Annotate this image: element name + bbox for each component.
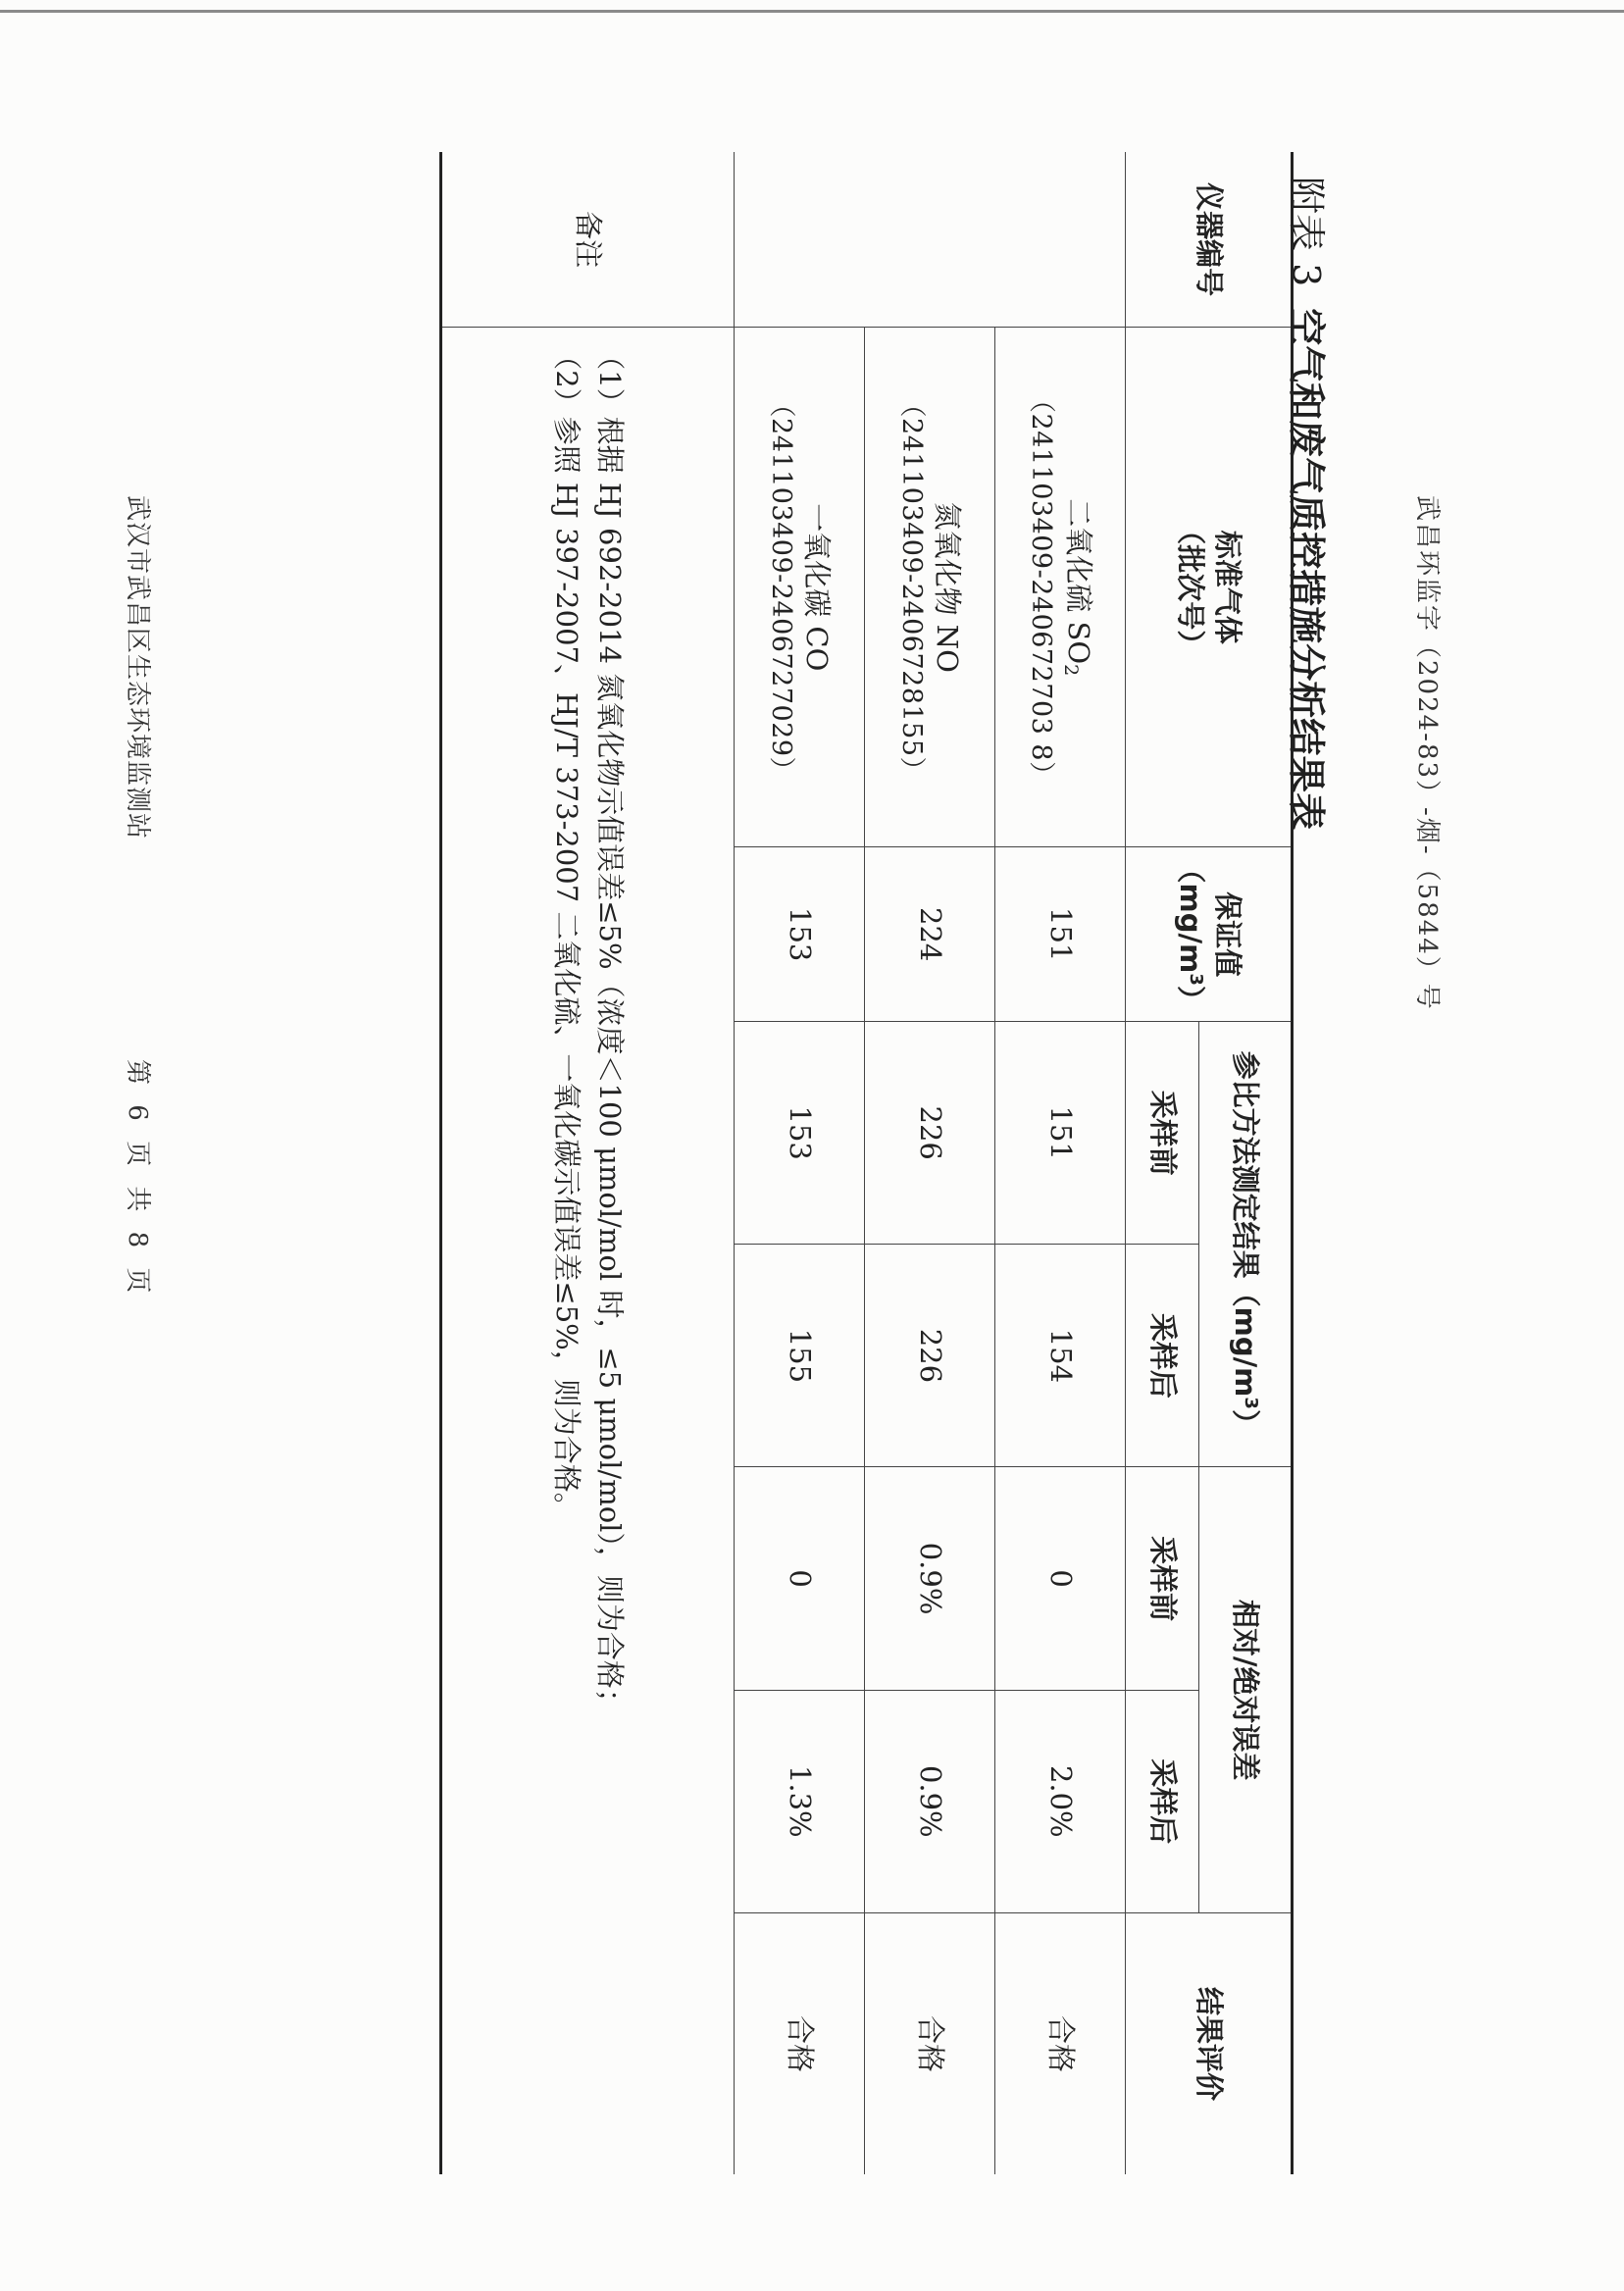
footer-organization: 武汉市武昌区生态环境监测站	[123, 495, 152, 840]
gas-name	[1058, 331, 1096, 842]
remarks-row	[441, 152, 735, 2174]
header-ref-after: 采样后	[1126, 1245, 1199, 1467]
guaranteed-cell: 151	[995, 847, 1126, 1022]
header-err-before: 采样前	[1126, 1467, 1199, 1690]
table-title-text: 空气和废气质控措施分析结果表	[1285, 308, 1328, 831]
evaluation-cell: 合格	[735, 1912, 865, 2174]
evaluation-cell: 合格	[995, 1912, 1126, 2174]
instrument-no-cell	[735, 152, 1126, 328]
qc-table-container	[442, 152, 1294, 2174]
evaluation-cell: 合格	[865, 1912, 995, 2174]
header-guaranteed-label: 保证值	[1210, 891, 1244, 978]
gas-name-text: 二氧化硫 SO	[1061, 498, 1095, 665]
gas-batch: （241103409-2406727029）	[765, 390, 796, 785]
remarks-label: 备注	[441, 152, 735, 328]
header-standard-gas	[1126, 328, 1293, 847]
err-before-cell: 0.9%	[865, 1467, 995, 1690]
ref-after-cell: 226	[865, 1245, 995, 1467]
gas-cell	[995, 328, 1126, 847]
header-standard-gas-label: 标准气体	[1210, 530, 1244, 644]
ref-before-cell: 226	[865, 1022, 995, 1245]
err-after-cell: 1.3%	[735, 1690, 865, 1912]
header-evaluation: 结果评价	[1126, 1912, 1293, 2174]
qc-results-table	[439, 152, 1294, 2174]
ref-after-cell: 155	[735, 1245, 865, 1467]
ref-before-cell: 153	[735, 1022, 865, 1245]
header-comparison-result: 参比方法测定结果$(mg/m^3)$	[1199, 1022, 1293, 1467]
header-batch-label: （批次号）	[1174, 516, 1207, 659]
footer-page-number: 第 6 页 共 8 页	[123, 1059, 152, 1299]
comparison-result-text: 参比方法测定结果（mg/m	[1229, 1050, 1263, 1398]
gas-name: 一氧化碳 CO	[800, 503, 835, 672]
ref-before-cell: 151	[995, 1022, 1126, 1245]
guaranteed-unit-text: （mg/m	[1174, 854, 1207, 974]
gas-subscript: 2	[1059, 664, 1082, 677]
gas-batch: （241103409-2406728155）	[895, 390, 927, 785]
gas-name: 氮氧化物 NO	[931, 501, 965, 673]
gas-cell	[865, 328, 995, 847]
gas-cell	[735, 328, 865, 847]
document-number: 武昌环监字（2024-83）-烟-（5844）号	[1412, 495, 1442, 1011]
header-err-after: 采样后	[1126, 1690, 1199, 1912]
table-row	[865, 152, 995, 2174]
ref-after-cell: 154	[995, 1245, 1126, 1467]
header-guaranteed-unit: $(mg/m^3)$	[1174, 854, 1207, 1014]
table-row	[735, 152, 865, 2174]
header-instrument-no: 仪器编号	[1126, 152, 1293, 328]
header-guaranteed-value	[1126, 847, 1293, 1022]
remark-item: （2）参照 HJ 397-2007、HJ/T 373-2007 二氧化硫、一氧化碳示值误差≤5%，则为合格。	[550, 341, 584, 1521]
err-before-cell: 0	[995, 1467, 1126, 1690]
guaranteed-cell: 153	[735, 847, 865, 1022]
err-before-cell: 0	[735, 1467, 865, 1690]
err-after-cell: 0.9%	[865, 1690, 995, 1912]
err-after-cell: 2.0%	[995, 1690, 1126, 1912]
remarks-cell	[441, 328, 735, 2174]
guaranteed-cell: 224	[865, 847, 995, 1022]
remark-item: （1）根据 HJ 692-2014 氮氧化物示值误差≤5%（浓度＜100 μmol/mol 时，≤5 μmol/mol），则为合格；	[593, 341, 627, 1717]
table-row	[995, 152, 1126, 2174]
header-relative-error: 相对/绝对误差	[1199, 1467, 1293, 1912]
table-number: 附表 3	[1285, 177, 1328, 287]
gas-batch: （241103409-240672703 8）	[1026, 385, 1057, 789]
header-row-1	[1199, 152, 1293, 2174]
header-ref-before: 采样前	[1126, 1022, 1199, 1245]
